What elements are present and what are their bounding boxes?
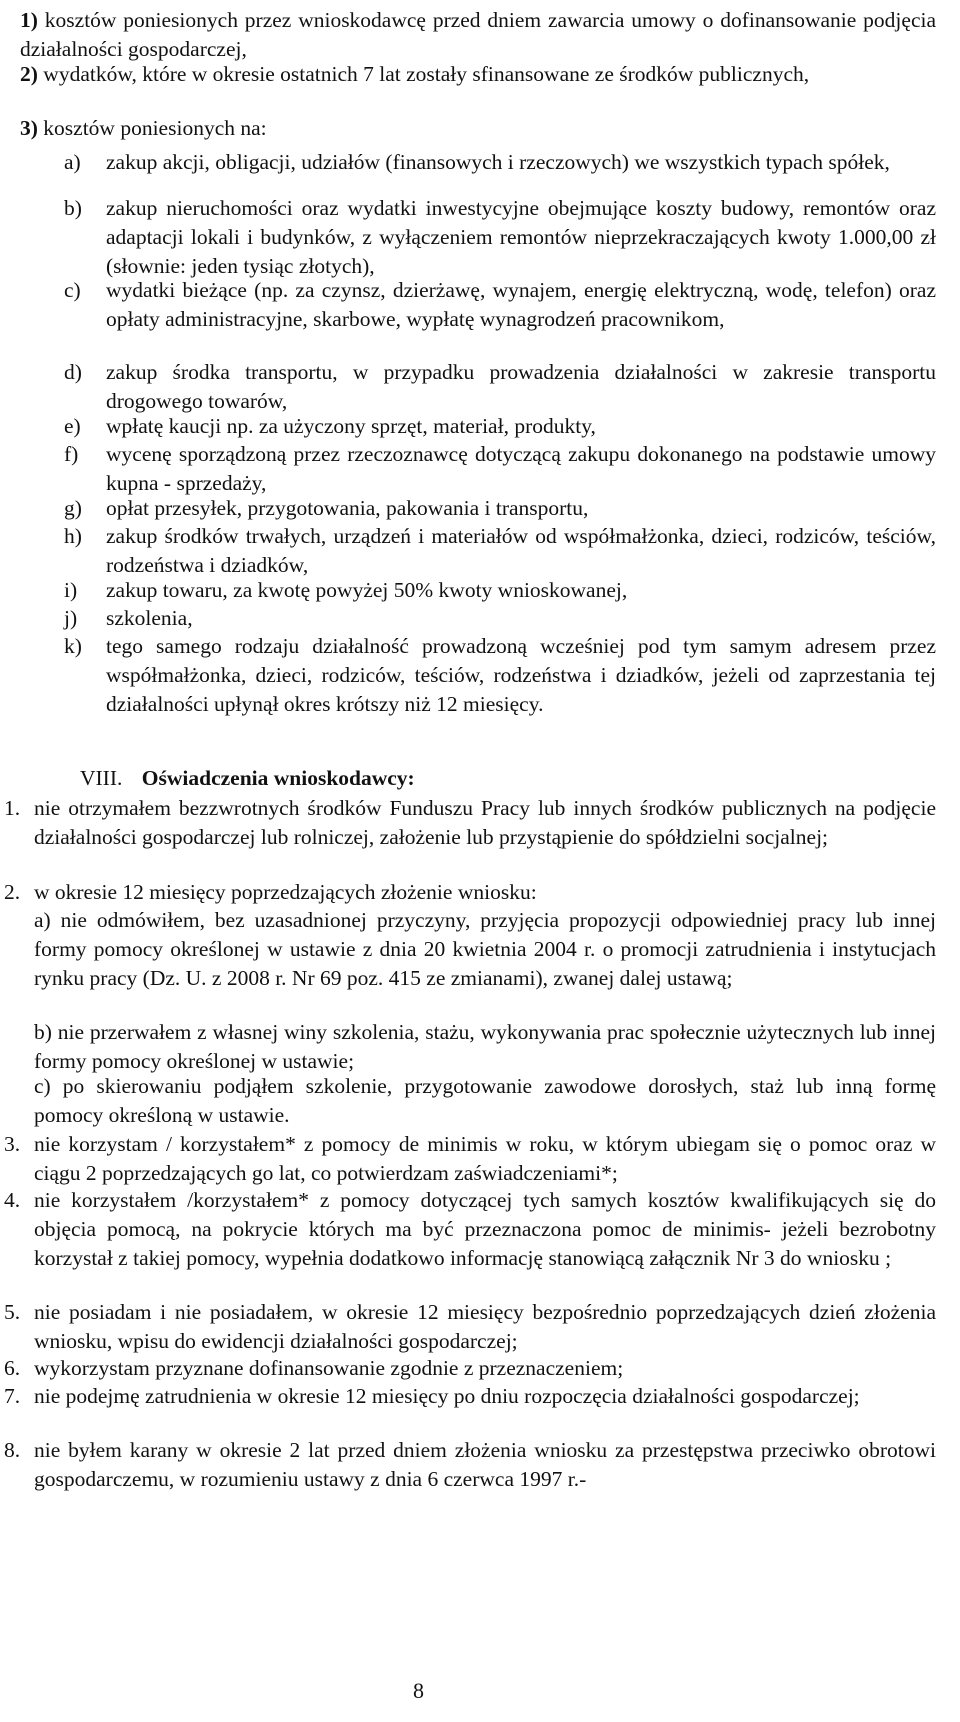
statement-number: 4. <box>4 1188 21 1212</box>
sub-item-text: wydatki bieżące (np. za czynsz, dzierżawę, wynajem, energię elektryczną, wodę, telefon) oraz opłaty administracyjne, skarbowe, wypłatę wynagrodzeń pracownikom, <box>106 278 936 331</box>
sub-item-label: b) <box>64 196 82 220</box>
statement-text: nie korzystałem /korzystałem* z pomocy dotyczącej tych samych kosztów kwalifikujących się do objęcia pomocą, na pokrycie których ma być przeznaczona pomoc de minimis- jeżeli bezrobotny korzystał z takiej pomocy, wypełnia dodatkowo informację stanowiącą załącznik Nr 3 do wniosku ; <box>34 1188 936 1270</box>
sub-item-text: tego samego rodzaju działalność prowadzoną wcześniej pod tym samym adresem przez współmałżonka, dzieci, rodziców, teściów, rodzeństwa i dziadków, jeżeli od zaprzestania tej działalności upłynął okres krótszy niż 12 miesięcy. <box>106 634 936 716</box>
statement-text: w okresie 12 miesięcy poprzedzających złożenie wniosku: <box>34 880 537 904</box>
top-item-2 <box>20 60 936 89</box>
top-item-3 <box>20 114 936 143</box>
sub-item-text: zakup środka transportu, w przypadku prowadzenia działalności w zakresie transportu drogowego towarów, <box>106 360 936 413</box>
sub-item-label: h) <box>64 524 82 548</box>
top-item-number: 2) <box>20 62 38 86</box>
top-item-number: 3) <box>20 116 38 140</box>
statement-number: 7. <box>4 1384 21 1408</box>
statement-number: 2. <box>4 880 21 904</box>
sub-item-label: k) <box>64 634 82 658</box>
sub-item-text: wpłatę kaucji np. za użyczony sprzęt, materiał, produkty, <box>106 414 596 438</box>
sub-item-text: opłat przesyłek, przygotowania, pakowania i transportu, <box>106 496 589 520</box>
section-title: Oświadczenia wnioskodawcy: <box>141 766 415 790</box>
section-heading <box>80 764 920 793</box>
sub-item-text: zakup akcji, obligacji, udziałów (finansowych i rzeczowych) we wszystkich typach spółek, <box>106 150 890 174</box>
top-item-text: wydatków, które w okresie ostatnich 7 lat zostały sfinansowane ze środków publicznych, <box>43 62 810 86</box>
statement-number: 3. <box>4 1132 21 1156</box>
sub-item-text: wycenę sporządzoną przez rzeczoznawcę dotyczącą zakupu dokonanego na podstawie umowy kupna - sprzedaży, <box>106 442 936 495</box>
top-item-text: kosztów poniesionych na: <box>43 116 267 140</box>
sub-item-label: j) <box>64 606 78 630</box>
sub-item-label: e) <box>64 414 81 438</box>
statement-number: 6. <box>4 1356 21 1380</box>
page-number: 8 <box>413 1678 424 1703</box>
section-roman-numeral: VIII. <box>80 766 123 790</box>
sub-item-text: szkolenia, <box>106 606 193 630</box>
statement-number: 8. <box>4 1438 21 1462</box>
statement-text: nie korzystam / korzystałem* z pomocy de minimis w roku, w którym ubiegam się o pomoc oraz w ciągu 2 poprzedzających go lat, co potwierdzam zaświadczeniami*; <box>34 1132 936 1185</box>
statement-text: nie posiadam i nie posiadałem, w okresie 12 miesięcy bezpośrednio poprzedzających dzień złożenia wniosku, wpisu do ewidencji działalności gospodarczej; <box>34 1300 936 1353</box>
statement-text: nie otrzymałem bezzwrotnych środków Funduszu Pracy lub innych środków publicznych na podjęcie działalności gospodarczej lub rolniczej, założenie lub przystąpienie do spółdzielni socjalnej; <box>34 796 936 849</box>
statement-text: wykorzystam przyznane dofinansowanie zgodnie z przeznaczeniem; <box>34 1356 624 1380</box>
statement-2-sub-a: a) nie odmówiłem, bez uzasadnionej przyczyny, przyjęcia propozycji odpowiedniej pracy lub innej formy pomocy określonej w ustawie z dnia 20 kwietnia 2004 r. o promocji zatrudnienia i instytucjach rynku pracy (Dz. U. z 2008 r. Nr 69 poz. 415 ze zmianami), zwanej dalej ustawą; <box>34 908 936 990</box>
sub-item-text: zakup towaru, za kwotę powyżej 50% kwoty wnioskowanej, <box>106 578 628 602</box>
sub-item-label: c) <box>64 278 81 302</box>
top-item-text: kosztów poniesionych przez wnioskodawcę przed dniem zawarcia umowy o dofinansowanie podjęcia działalności gospodarczej, <box>20 8 936 61</box>
sub-item-label: g) <box>64 496 82 520</box>
sub-item-label: f) <box>64 442 79 466</box>
statement-text: nie podejmę zatrudnienia w okresie 12 miesięcy po dniu rozpoczęcia działalności gospodarczej; <box>34 1384 860 1408</box>
sub-item-label: a) <box>64 150 81 174</box>
top-item-1 <box>20 6 936 64</box>
statement-text: nie byłem karany w okresie 2 lat przed dniem złożenia wniosku za przestępstwa przeciwko obrotowi gospodarczemu, w rozumieniu ustawy z dnia 6 czerwca 1997 r.- <box>34 1438 936 1491</box>
statement-number: 1. <box>4 796 21 820</box>
top-item-number: 1) <box>20 8 38 32</box>
sub-item-text: zakup nieruchomości oraz wydatki inwestycyjne obejmujące koszty budowy, remontów oraz adaptacji lokali i budynków, z wyłączeniem remontów nieprzekraczających kwoty 1.000,00 zł (słownie: jeden tysiąc złotych), <box>106 196 936 278</box>
statement-number: 5. <box>4 1300 21 1324</box>
sub-item-text: zakup środków trwałych, urządzeń i materiałów od współmałżonka, dzieci, rodziców, teściów, rodzeństwa i dziadków, <box>106 524 936 577</box>
statement-2-sub-c: c) po skierowaniu podjąłem szkolenie, przygotowanie zawodowe dorosłych, staż lub inną formę pomocy określoną w ustawie. <box>34 1074 936 1127</box>
statement-2-sub-b: b) nie przerwałem z własnej winy szkolenia, stażu, wykonywania prac społecznie użytecznych lub innej formy pomocy określonej w ustawie; <box>34 1020 936 1073</box>
sub-item-label: i) <box>64 578 78 602</box>
sub-item-label: d) <box>64 360 82 384</box>
